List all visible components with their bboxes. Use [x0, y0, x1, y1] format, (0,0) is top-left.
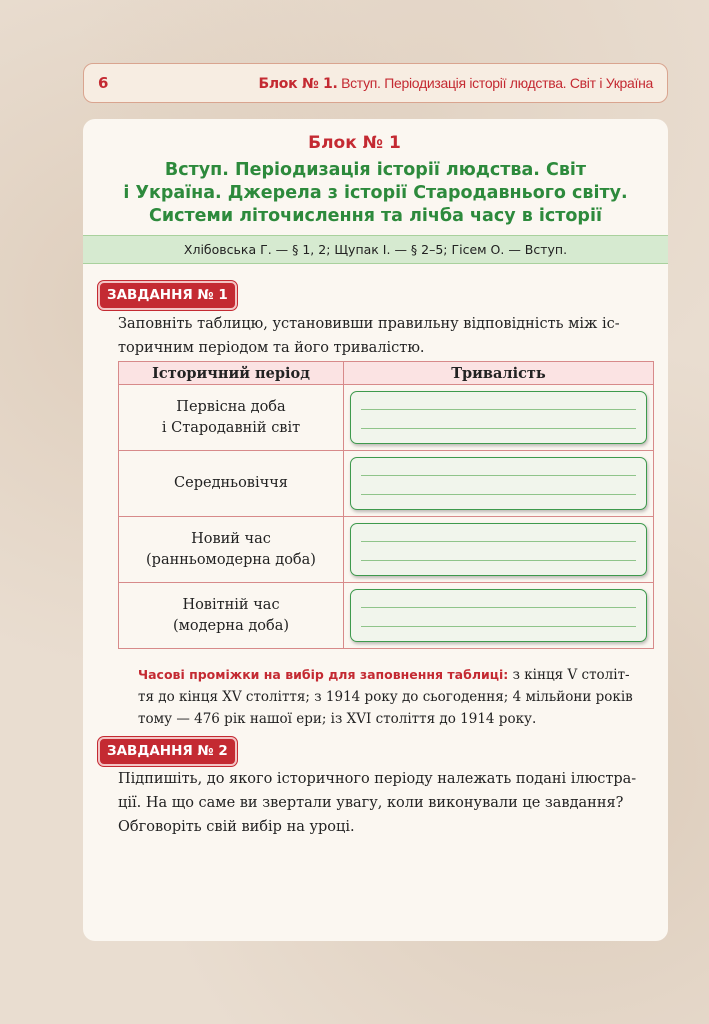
table-header-period: Історичний період	[119, 362, 344, 385]
page-number: 6	[98, 74, 109, 92]
block-title: Блок № 1	[308, 133, 401, 153]
writing-line	[361, 428, 636, 429]
matching-table	[118, 361, 654, 649]
period-label: Новий час	[191, 530, 271, 547]
table-header-duration: Тривалість	[344, 362, 654, 385]
duration-cell	[344, 583, 654, 649]
period-label: (ранньомодерна доба)	[146, 551, 316, 568]
block-subtitle-line: Вступ. Періодизація історії людства. Світ	[164, 160, 587, 180]
writing-line	[361, 626, 636, 627]
task-2-text-line: Підпишіть, до якого історичного періоду належать подані ілюстра-	[118, 771, 637, 787]
writing-line	[361, 409, 636, 410]
period-cell	[119, 451, 344, 517]
task-1-text	[118, 312, 656, 360]
running-title	[258, 75, 653, 92]
options-text: з кінця V століт-	[508, 667, 630, 683]
textbook-references: Хлібовська Г. — § 1, 2; Щупак І. — § 2–5; Гісем О. — Вступ.	[83, 235, 668, 264]
running-title-topic: Вступ. Періодизація історії людства. Світ і Україна	[341, 75, 653, 91]
writing-line	[361, 475, 636, 476]
answer-field[interactable]	[350, 589, 647, 642]
writing-line	[361, 607, 636, 608]
duration-options	[138, 664, 656, 730]
block-subtitle-line: і Україна. Джерела з історії Стародавнього світу.	[123, 183, 628, 203]
options-text: тому — 476 рік нашої ери; із XVI століття до 1914 року.	[138, 711, 537, 727]
table-row	[119, 517, 654, 583]
table-row	[119, 583, 654, 649]
period-cell	[119, 385, 344, 451]
block-subtitle	[83, 159, 668, 228]
writing-line	[361, 560, 636, 561]
task-1-badge: ЗАВДАННЯ № 1	[98, 281, 237, 310]
task-2-text-line: Обговоріть свій вибір на уроці.	[118, 819, 355, 835]
period-label: Середньовіччя	[174, 475, 288, 491]
writing-line	[361, 541, 636, 542]
duration-cell	[344, 517, 654, 583]
block-subtitle-line: Системи літочислення та лічба часу в історії	[149, 206, 602, 226]
answer-field[interactable]	[350, 457, 647, 510]
options-lead: Часові проміжки на вибір для заповнення таблиці:	[138, 667, 509, 682]
running-title-block: Блок № 1.	[258, 76, 338, 92]
writing-line	[361, 494, 636, 495]
answer-field[interactable]	[350, 523, 647, 576]
page-header	[83, 63, 668, 103]
options-text: тя до кінця XV століття; з 1914 року до сьогодення; 4 мільйони років	[138, 689, 633, 705]
period-label: і Стародавній світ	[161, 419, 301, 436]
task-1-text-line: Заповніть таблицю, установивши правильну відповідність між іс-	[118, 316, 620, 332]
answer-field[interactable]	[350, 391, 647, 444]
task-2-text-line: ції. На що саме ви звертали увагу, коли виконували це завдання?	[118, 795, 624, 811]
period-label: (модерна доба)	[172, 617, 290, 634]
task-1-text-line: торичним періодом та його тривалістю.	[118, 340, 425, 356]
table-row	[119, 451, 654, 517]
period-label: Новітній час	[182, 596, 280, 613]
period-cell	[119, 583, 344, 649]
duration-cell	[344, 451, 654, 517]
period-label: Первісна доба	[176, 398, 286, 415]
task-2-text	[118, 767, 656, 839]
task-2-badge: ЗАВДАННЯ № 2	[98, 737, 237, 766]
duration-cell	[344, 385, 654, 451]
table-row	[119, 385, 654, 451]
period-cell	[119, 517, 344, 583]
